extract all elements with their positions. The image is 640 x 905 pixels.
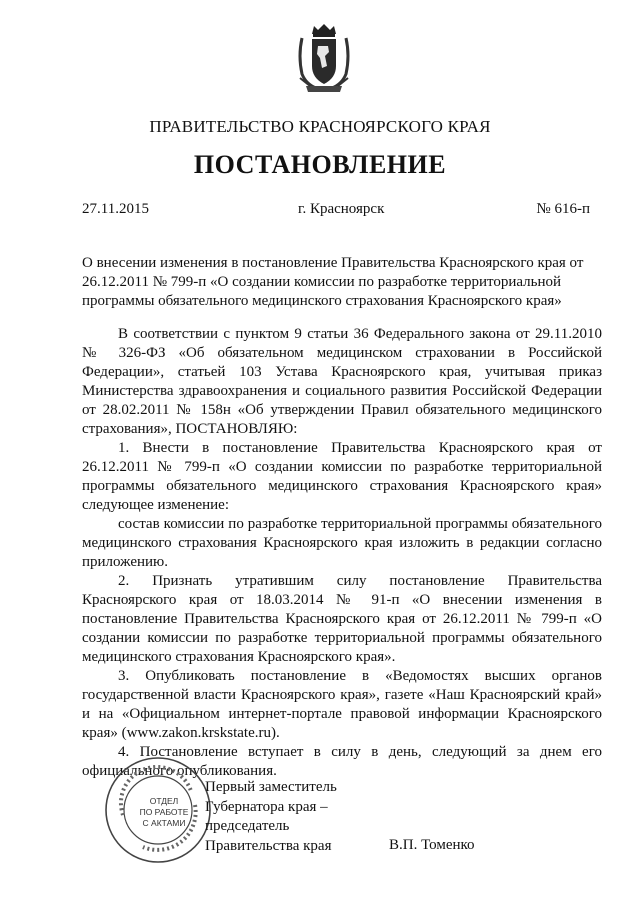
document-date: 27.11.2015 (82, 201, 149, 217)
stamp-line: С АКТАМИ (142, 818, 186, 828)
body-paragraph-preamble: В соответствии с пунктом 9 статьи 36 Федерального закона от 29.11.2010 № 326-ФЗ «Об обязательном медицинском страховании в Российской Федерации», статьей 103 Устава Красноярского края, учитывая приказ Министерства здравоохранения и социального развития Российской Федерации от 28.02.2011 № 158н «Об утверждении Правил обязательного медицинского страхования», ПОСТАНОВЛЯЮ: (82, 326, 602, 437)
signatory-position (205, 778, 405, 856)
stamp-line: ПО РАБОТЕ (139, 807, 189, 817)
body-paragraph-1-detail: состав комиссии по разработке территориальной программы обязательного медицинского страхования Красноярского края изложить в редакции согласно приложению. (82, 516, 602, 570)
stamp-inner-text (136, 796, 192, 829)
document-body (82, 325, 602, 781)
document-number: № 616-п (536, 201, 590, 217)
signatory-position-line: Губернатора края – (205, 798, 328, 815)
document-meta (82, 201, 590, 221)
signatory-position-line: Правительства края (205, 837, 332, 854)
government-title: ПРАВИТЕЛЬСТВО КРАСНОЯРСКОГО КРАЯ (149, 117, 491, 136)
signatory-position-line: Первый заместитель (205, 779, 337, 795)
body-paragraph-4: 4. Постановление вступает в силу в день, следующий за днем его официального опубликования. (82, 744, 602, 779)
document-type: ПОСТАНОВЛЕНИЕ (193, 150, 447, 179)
stamp-line: ОТДЕЛ (149, 796, 179, 806)
document-subject: О внесении изменения в постановление Правительства Красноярского края от 26.12.2011 № 799-п «О создании комиссии по разработке территориальной программы обязательного медицинского страхования Красноярского края» (82, 255, 584, 309)
body-paragraph-3: 3. Опубликовать постановление в «Ведомостях высших органов государственной власти Красноярского края», газете «Наш Красноярский край» и на «Официальном интернет-портале правовой информации Красноярского края» (www.zakon.krskstate.ru). (82, 668, 602, 741)
signatory-position-line: председатель (205, 818, 290, 834)
coat-of-arms-emblem (296, 22, 352, 94)
signatory-name: В.П. Томенко (389, 837, 475, 853)
body-paragraph-2: 2. Признать утратившим силу постановление Правительства Красноярского края от 18.03.2014 № 91-п «О внесении изменения в постановление Правительства Красноярского края от 26.12.2011 № 799-п «О создании комиссии по разработке территориальной программы обязательного медицинского страхования Красноярского края». (82, 573, 602, 665)
body-paragraph-1: 1. Внести в постановление Правительства Красноярского края от 26.12.2011 № 799-п «О создании комиссии по разработке территориальной программы обязательного медицинского страхования Красноярского края» следующее изменение: (82, 440, 602, 513)
document-city: г. Красноярск (298, 201, 385, 217)
